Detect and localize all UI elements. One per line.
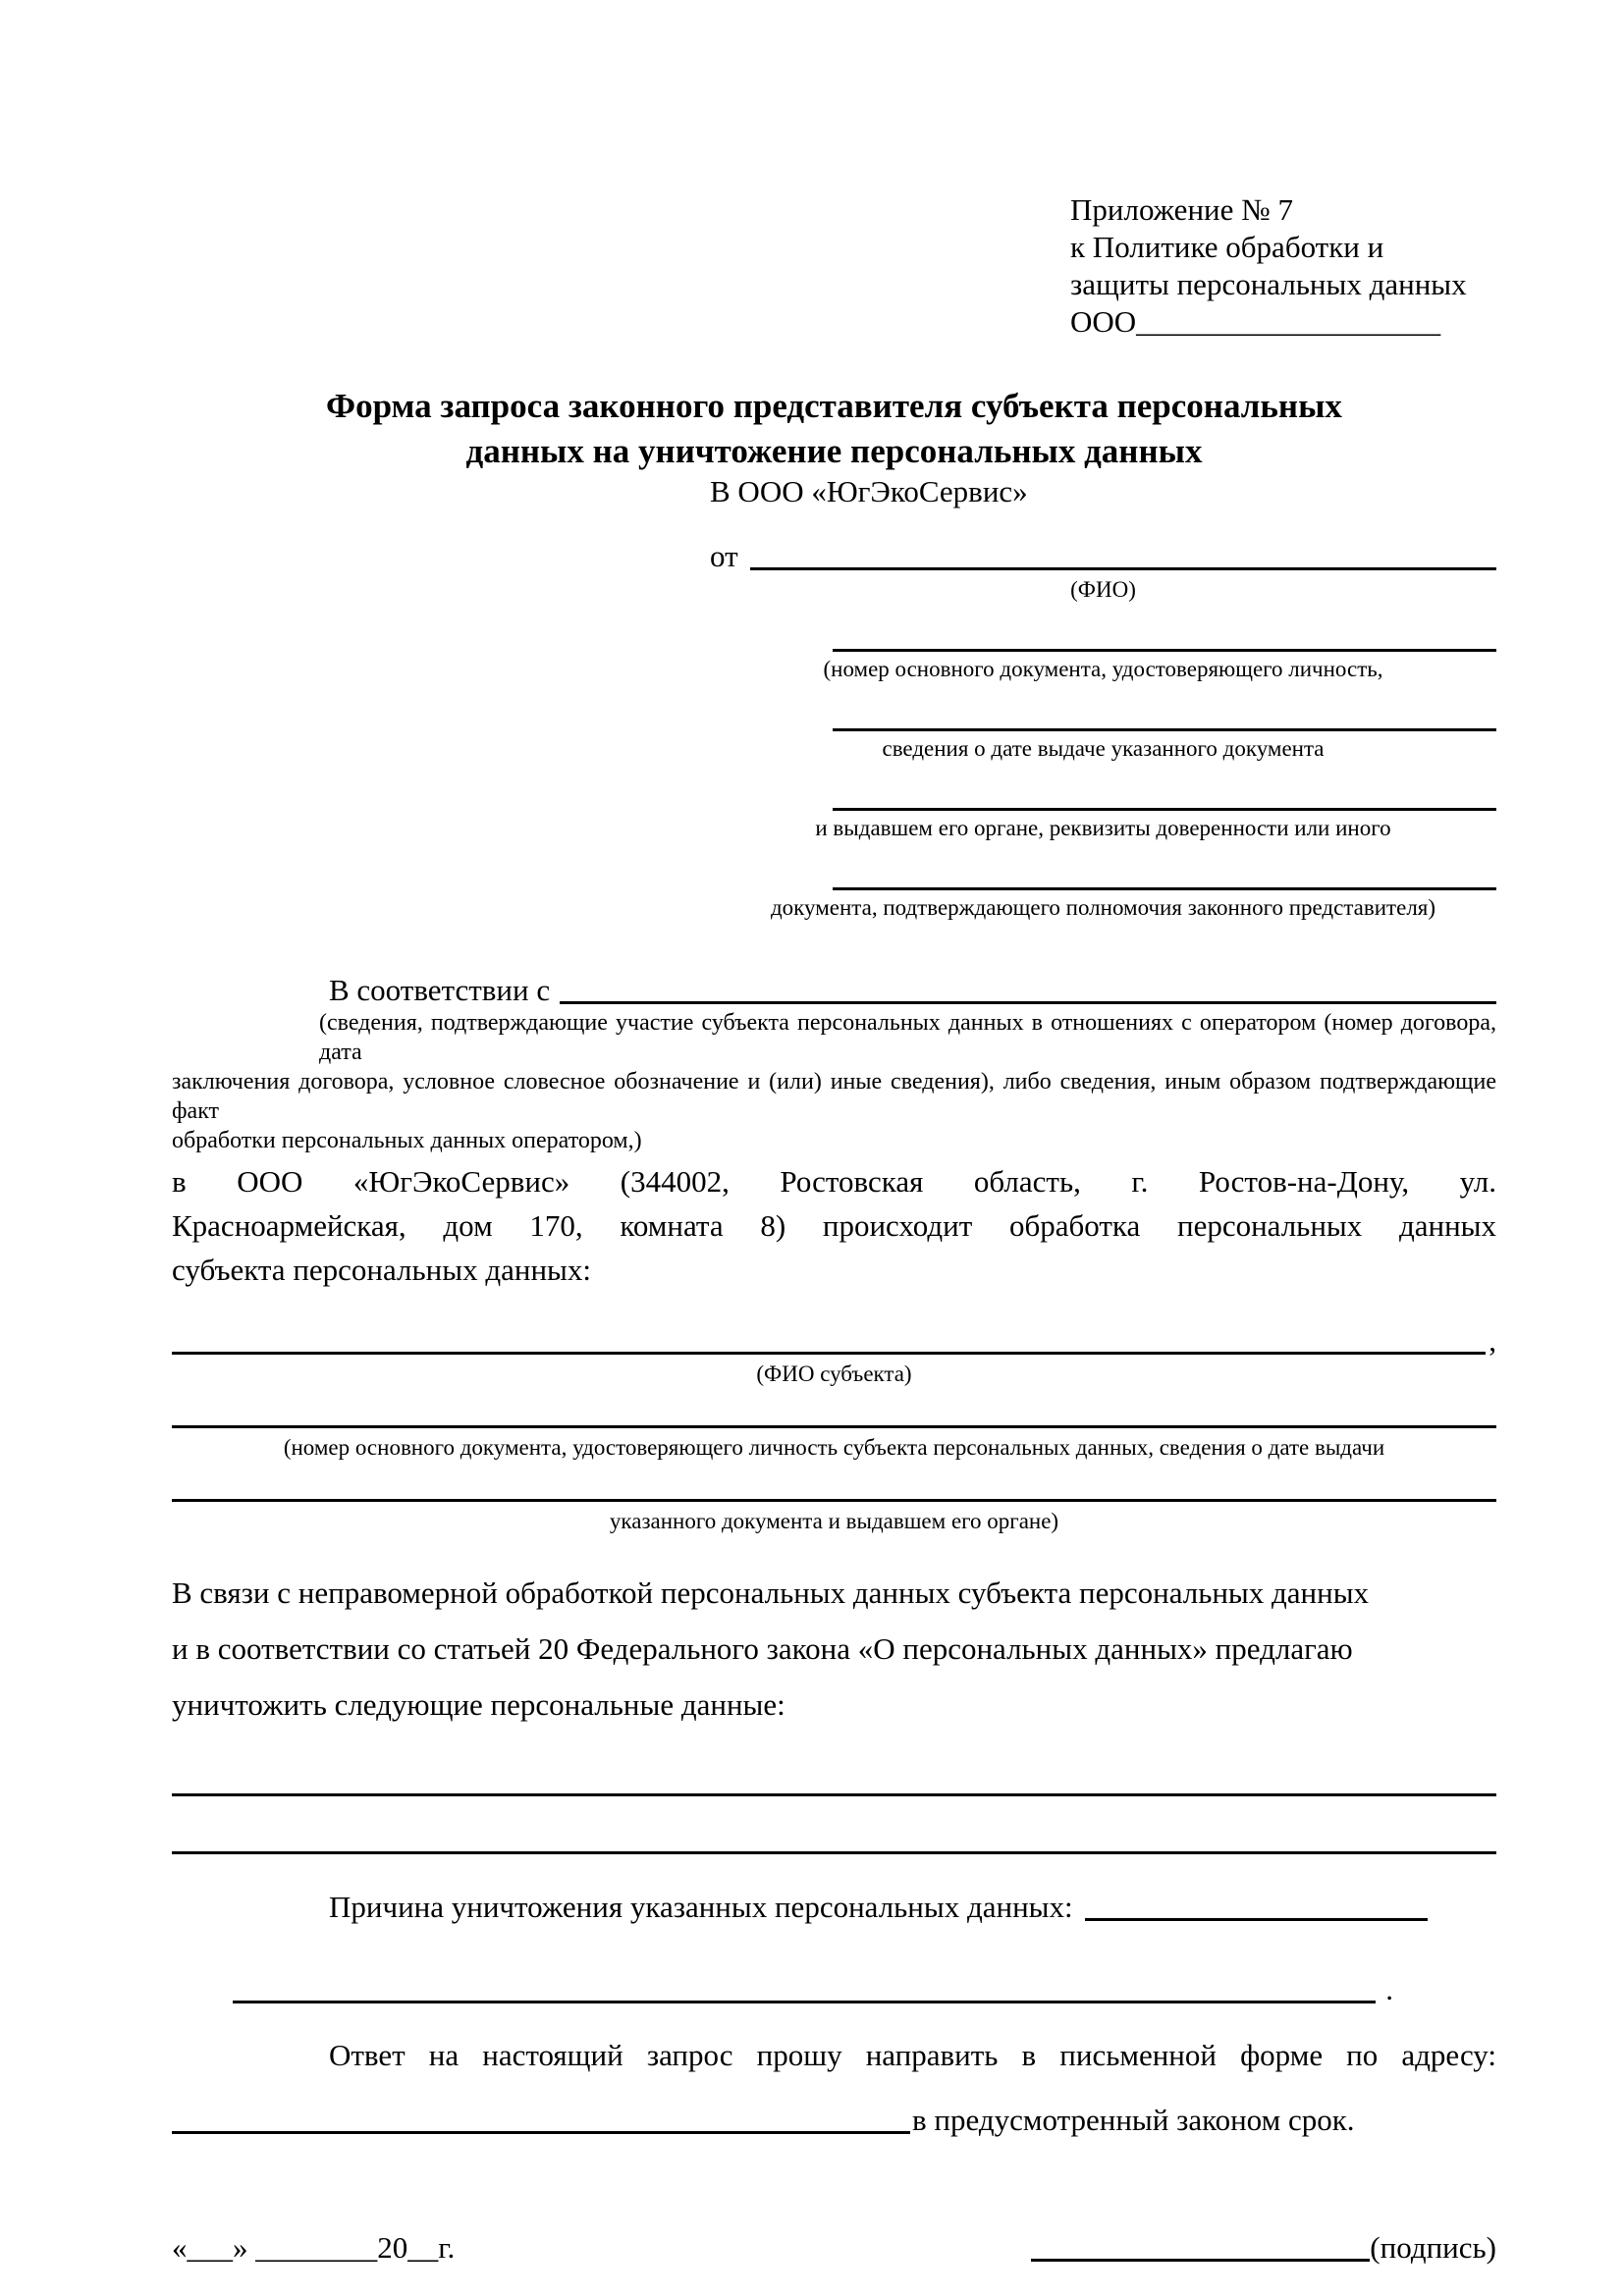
issue-date-blank-field — [833, 728, 1496, 731]
issue-date-field-group — [710, 728, 1496, 763]
according-caption — [172, 1008, 1496, 1155]
reason-suffix: . — [1385, 1972, 1393, 2006]
answer-address-row — [172, 2103, 1496, 2138]
subject-doc-row-2 — [172, 1499, 1496, 1506]
according-caption-line: обработки персональных данных оператором,) — [172, 1128, 642, 1153]
answer-address-blank-field — [172, 2131, 910, 2134]
appendix-line: защиты персональных данных — [1070, 267, 1467, 301]
subject-doc-row — [172, 1425, 1496, 1432]
signature-blank-field — [1031, 2259, 1370, 2262]
issuer-field-group — [710, 808, 1496, 842]
authority-doc-caption: документа, подтверждающего полномочия законного представителя) — [770, 895, 1436, 920]
reason-row — [172, 1890, 1496, 1925]
appendix-block — [1070, 191, 1496, 341]
authority-doc-blank-field — [833, 887, 1496, 890]
issuer-blank-field — [833, 808, 1496, 811]
form-title-line: данных на уничтожение персональных данных — [465, 432, 1203, 470]
according-blank-field — [560, 1001, 1496, 1004]
date-blank-line: «___» ________20__г. — [172, 2230, 456, 2265]
destroy-paragraph-line: уничтожить следующие персональные данные: — [172, 1687, 785, 1722]
destroy-paragraph-line: В связи с неправомерной обработкой персональных данных субъекта персональных данных — [172, 1575, 1370, 1610]
recipient-block — [710, 474, 1496, 922]
form-title-line: Форма запроса законного представителя субъекта персональных — [326, 387, 1342, 425]
operator-paragraph-line: в ООО «ЮгЭкоСервис» (344002, Ростовская область, г. Ростов-на-Дону, ул. — [172, 1164, 1496, 1199]
subject-fio-suffix: , — [1489, 1323, 1496, 1358]
reason-blank-field-2 — [233, 2001, 1376, 2003]
form-title — [172, 384, 1496, 474]
issuer-caption: и выдавшем его органе, реквизиты доверенности или иного — [815, 816, 1391, 840]
subject-doc-blank-field — [172, 1425, 1496, 1428]
data-to-destroy-blank-field-2 — [172, 1851, 1496, 1854]
subject-fio-blank-field — [172, 1352, 1486, 1355]
signature-caption: (подпись) — [1370, 2230, 1496, 2265]
data-to-destroy-blank-field — [172, 1793, 1496, 1796]
from-blank-field — [750, 567, 1496, 570]
operator-paragraph-line: субъекта персональных данных: — [172, 1253, 591, 1287]
signature-area — [1031, 2230, 1496, 2266]
destroy-paragraph-line: и в соответствии со статьей 20 Федерального закона «О персональных данных» предлагаю — [172, 1631, 1353, 1666]
destroy-paragraph — [172, 1565, 1496, 1733]
reason-label: Причина уничтожения указанных персональных данных: — [329, 1890, 1073, 1924]
subject-doc-blank-field-2 — [172, 1499, 1496, 1502]
answer-suffix: в предусмотренный законом срок. — [912, 2103, 1355, 2137]
subject-doc-caption: (номер основного документа, удостоверяющего личность субъекта персональных данных, сведения о дате выдачи — [283, 1435, 1385, 1460]
appendix-ooo-blank-line: ООО____________________ — [1070, 304, 1441, 339]
subject-fio-caption: (ФИО субъекта) — [756, 1362, 912, 1386]
id-doc-blank-field — [833, 649, 1496, 652]
appendix-line: к Политике обработки и — [1070, 230, 1384, 264]
issue-date-caption: сведения о дате выдаче указанного документа — [882, 736, 1325, 761]
id-doc-caption: (номер основного документа, удостоверяющего личность, — [823, 657, 1383, 681]
operator-paragraph — [172, 1159, 1496, 1292]
according-label: В соответствии с — [329, 973, 551, 1007]
recipient-to: В ООО «ЮгЭкоСервис» — [710, 474, 1028, 508]
subject-fio-row — [172, 1323, 1496, 1359]
subject-doc-caption-2: указанного документа и выдавшем его органе) — [609, 1509, 1059, 1533]
appendix-line: Приложение № 7 — [1070, 192, 1293, 227]
reason-continuation-row — [172, 1972, 1496, 2007]
reason-blank-field — [1085, 1918, 1428, 1921]
from-row — [710, 539, 1496, 574]
operator-paragraph-line: Красноармейская, дом 170, комната 8) происходит обработка персональных данных — [172, 1208, 1496, 1243]
authority-doc-field-group — [710, 887, 1496, 922]
footer-row — [172, 2230, 1496, 2266]
according-caption-line: заключения договора, условное словесное обозначение и (или) иные сведения), либо сведения, иным образом подтверждающие факт — [172, 1069, 1496, 1124]
from-label: от — [710, 539, 738, 573]
according-row — [172, 973, 1496, 1008]
according-caption-line: (сведения, подтверждающие участие субъекта персональных данных в отношениях с оператором (номер договора, дата — [319, 1010, 1496, 1065]
answer-paragraph: Ответ на настоящий запрос прошу направить в письменной форме по адресу: — [329, 2038, 1496, 2072]
fio-caption: (ФИО) — [1070, 577, 1136, 602]
id-doc-field-group — [710, 649, 1496, 683]
